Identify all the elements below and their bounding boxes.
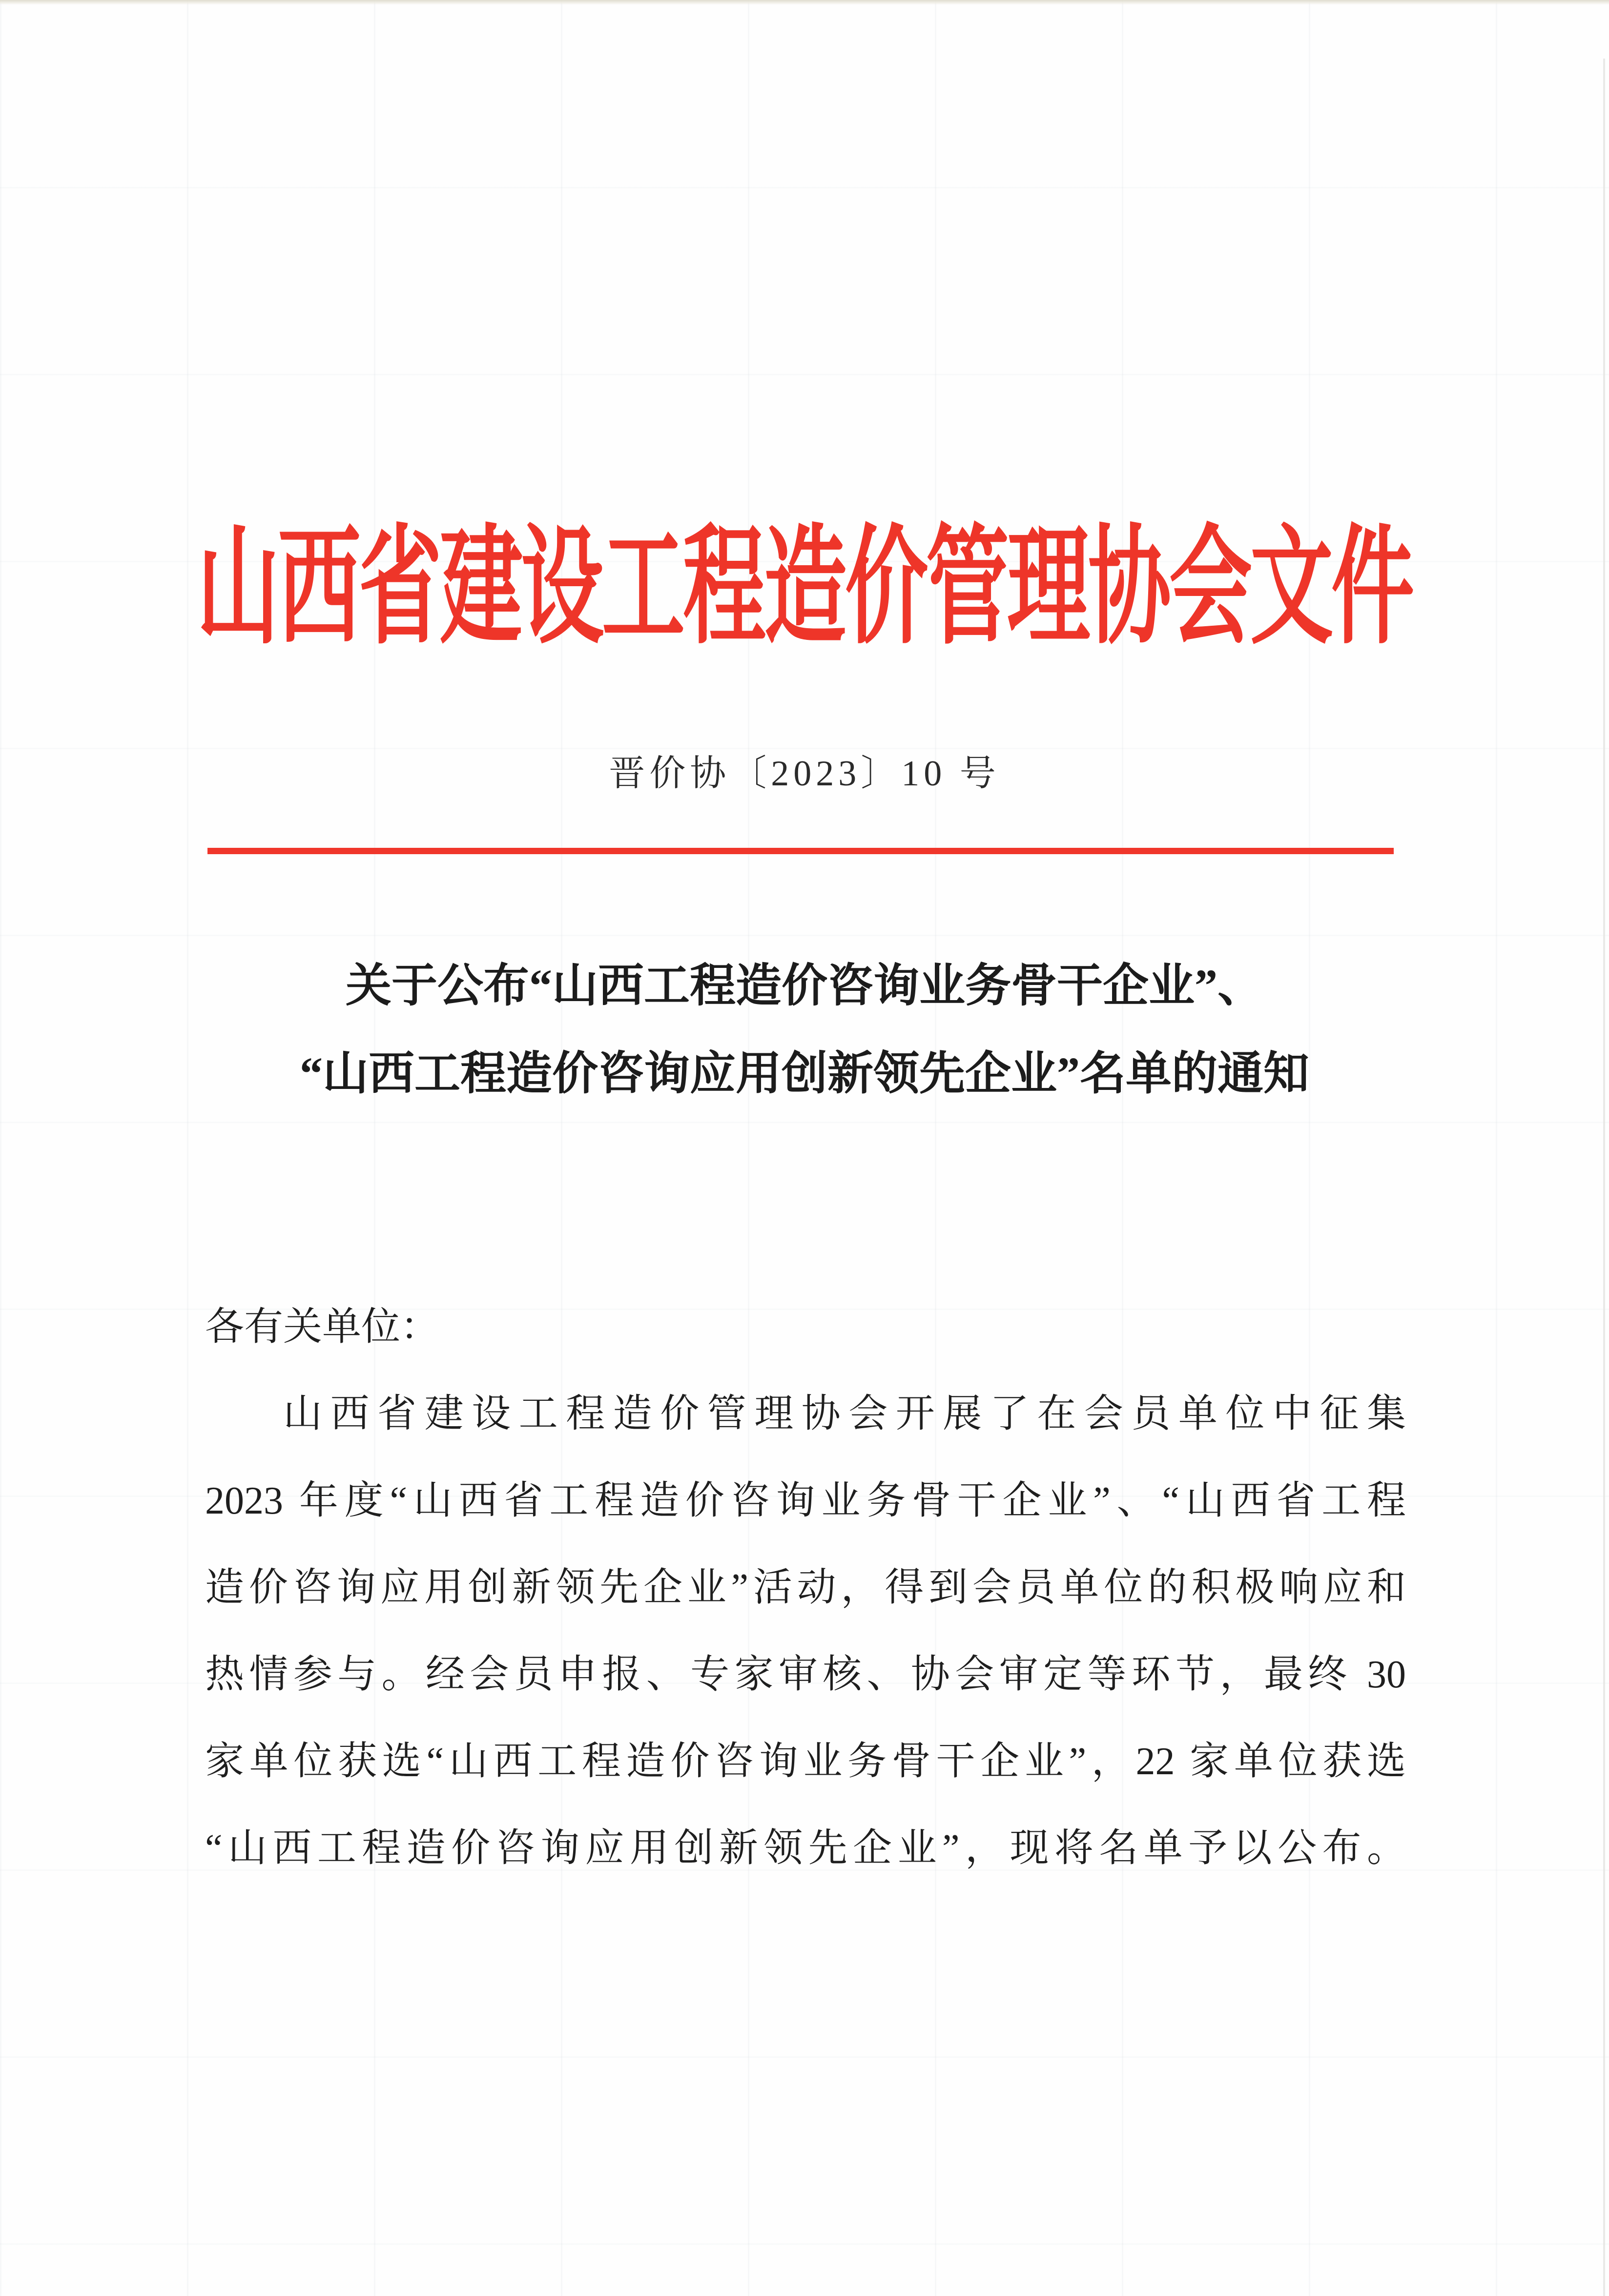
notice-title-line-2: “山西工程造价咨询应用创新领先企业”名单的通知 xyxy=(299,1048,1309,1099)
body-line: 2023 年度“山西省工程造价咨询业务骨干企业”、“山西省工程 xyxy=(205,1479,1406,1522)
scan-edge-right xyxy=(1603,59,1605,2296)
letterhead-title: 山西省建设工程造价管理协会文件 xyxy=(196,517,1412,659)
red-divider-line xyxy=(207,848,1394,854)
body-line: 家单位获选“山西工程造价咨询业务骨干企业”，22 家单位获选 xyxy=(205,1740,1406,1783)
body-line: “山西工程造价咨询应用创新领先企业”，现将名单予以公布。 xyxy=(205,1827,1406,1870)
body-line: 山西省建设工程造价管理协会开展了在会员单位中征集 xyxy=(283,1393,1406,1435)
body-line: 热情参与。经会员申报、专家审核、协会审定等环节，最终 30 xyxy=(205,1653,1406,1696)
scan-edge-top xyxy=(0,0,1609,5)
body-text xyxy=(205,1284,1406,1892)
body-line: 造价咨询应用创新领先企业”活动，得到会员单位的积极响应和 xyxy=(205,1566,1406,1609)
notice-title xyxy=(0,942,1609,1118)
salutation: 各有关单位： xyxy=(205,1306,439,1349)
notice-title-line-1: 关于公布“山西工程造价咨询业务骨干企业”、 xyxy=(345,961,1263,1011)
document-number: 晋价协〔2023〕10 号 xyxy=(609,754,1000,794)
